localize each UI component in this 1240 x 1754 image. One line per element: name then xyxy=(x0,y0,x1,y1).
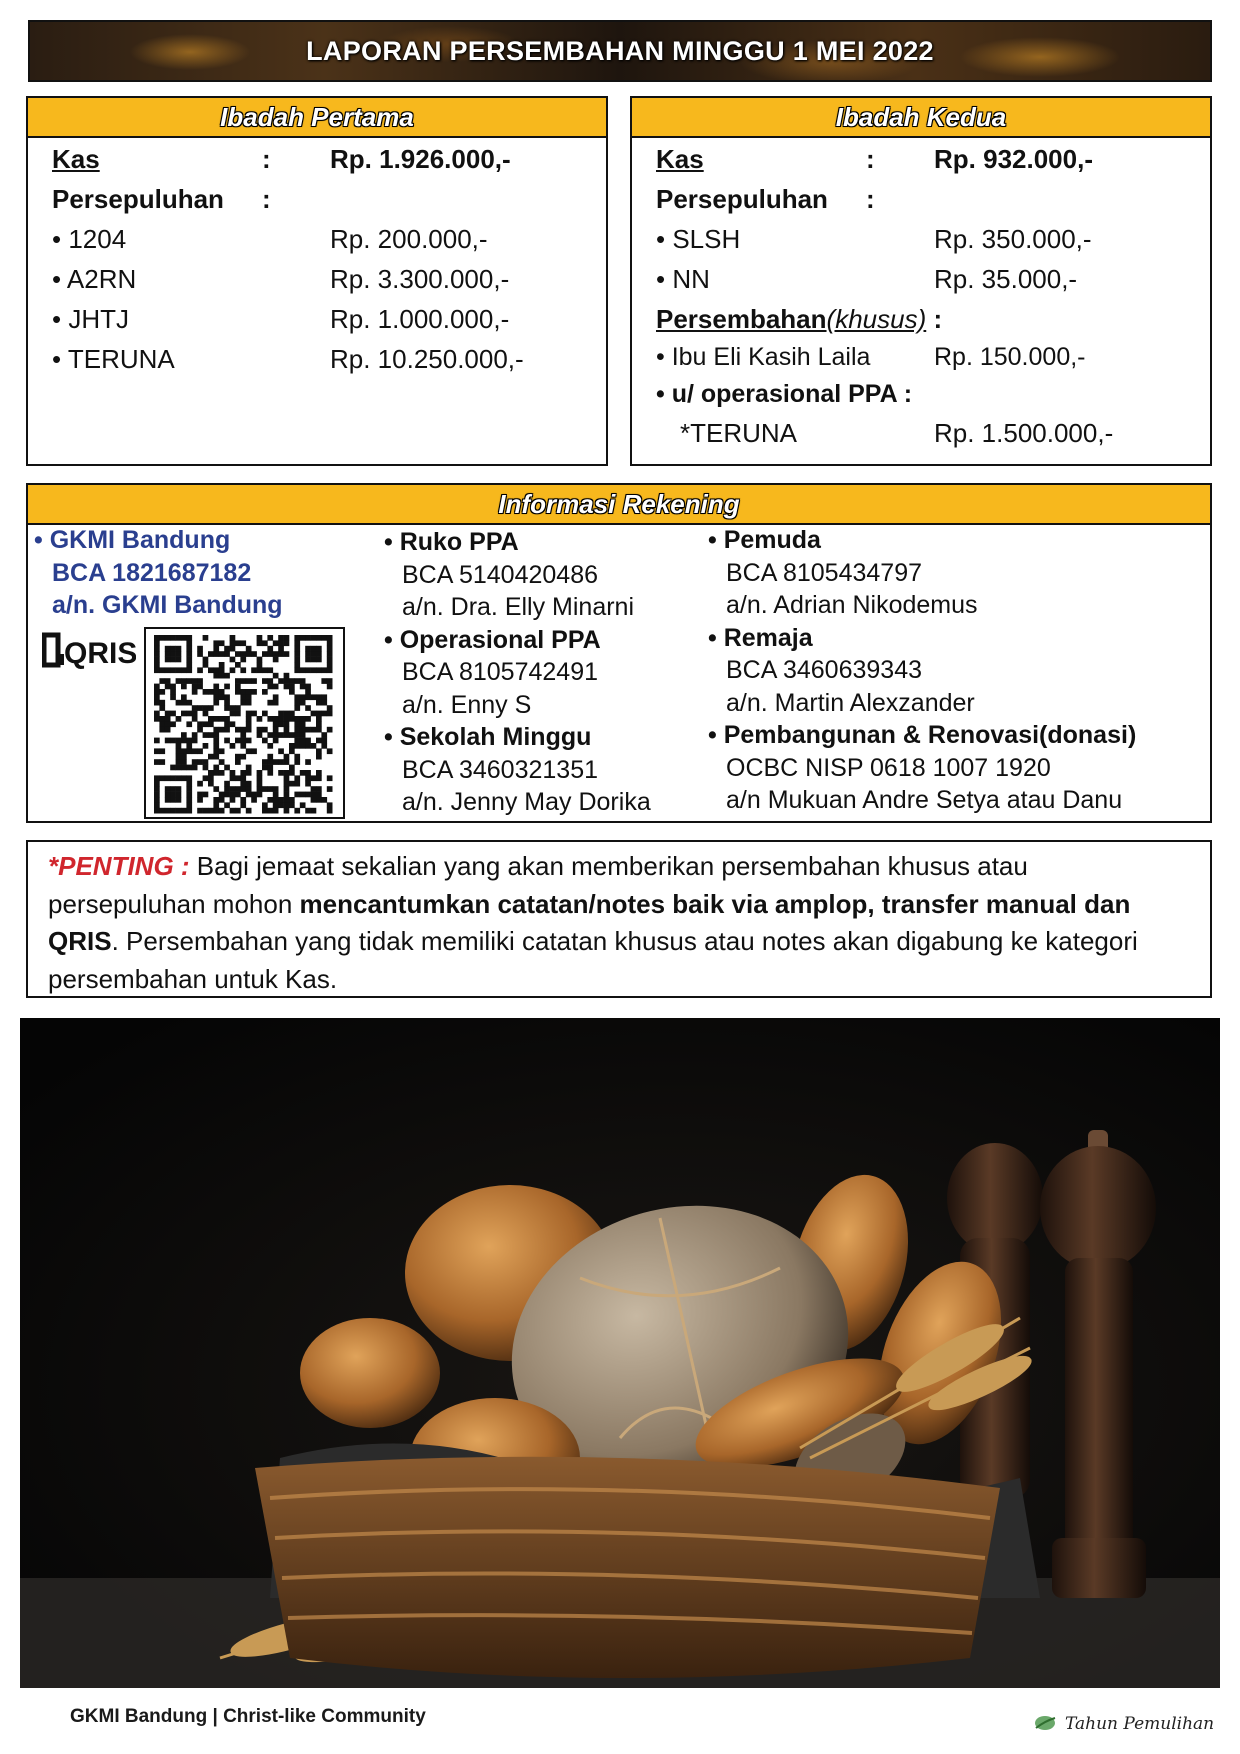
account-holder: a/n. Enny S xyxy=(402,690,532,719)
persepuluhan-label: Persepuluhan xyxy=(52,184,224,214)
account-number: BCA 3460321351 xyxy=(402,755,599,784)
account-column-2 xyxy=(384,526,651,819)
account-holder: a/n. Jenny May Dorika xyxy=(402,788,651,816)
persepuluhan-colon: : xyxy=(262,184,271,214)
persepuluhan-colon: : xyxy=(866,184,875,214)
account-name: • Operasional PPA xyxy=(384,625,601,654)
account-number: OCBC NISP 0618 1007 1920 xyxy=(726,753,1051,782)
rekening-title: Informasi Rekening xyxy=(28,485,1210,525)
notice-label: *PENTING : xyxy=(48,851,190,881)
list-item: • SLSH xyxy=(656,224,741,254)
list-item-amount: Rp. 200.000,- xyxy=(330,224,488,254)
list-item: • TERUNA xyxy=(52,344,175,374)
qris-logo-text: QRIS xyxy=(64,637,136,670)
ibadah-pertama-title: Ibadah Pertama xyxy=(28,98,606,138)
kas-value: Rp. 1.926.000,- xyxy=(330,144,511,174)
list-item-amount: Rp. 1.000.000,- xyxy=(330,304,510,334)
leaf-icon xyxy=(1032,1712,1058,1739)
list-item-amount: Rp. 350.000,- xyxy=(934,224,1092,254)
kas-colon: : xyxy=(866,144,875,174)
ibadah-kedua-panel xyxy=(630,96,1212,466)
list-item: • JHTJ xyxy=(52,304,129,334)
account-number: BCA 1821687182 xyxy=(52,558,252,587)
account-name: • GKMI Bandung xyxy=(34,526,231,554)
kas-label: Kas xyxy=(52,144,100,174)
ppa-label: • u/ operasional PPA : xyxy=(656,380,913,408)
account-name: • Sekolah Minggu xyxy=(384,723,592,751)
notice-box xyxy=(26,840,1212,998)
notice-text: Bagi jemaat sekalian yang akan memberikan persembahan khusus atau persepuluhan mohon xyxy=(48,851,1028,919)
account-name: • Pemuda xyxy=(708,526,821,554)
footer-theme: Tahun Pemulihan xyxy=(1065,1714,1215,1734)
list-item: • 1204 xyxy=(52,224,127,254)
page-title: LAPORAN PERSEMBAHAN MINGGU 1 MEI 2022 xyxy=(306,35,934,66)
account-number: BCA 5140420486 xyxy=(402,560,599,589)
kas-colon: : xyxy=(262,144,271,174)
list-item: *TERUNA xyxy=(680,418,798,448)
list-item-amount: Rp. 150.000,- xyxy=(934,343,1086,371)
list-item: • Ibu Eli Kasih Laila xyxy=(656,343,871,371)
persepuluhan-label: Persepuluhan xyxy=(656,184,828,214)
list-item: • NN xyxy=(656,264,710,294)
qris-logo xyxy=(42,630,136,670)
account-name: • Remaja xyxy=(708,623,813,652)
account-name: • Ruko PPA xyxy=(384,528,519,556)
list-item-amount: Rp. 1.500.000,- xyxy=(934,418,1114,448)
qr-code xyxy=(144,627,345,819)
list-item-amount: Rp. 10.250.000,- xyxy=(330,344,524,374)
account-holder: a/n. Martin Alexzander xyxy=(726,688,975,717)
bread-basket-photo xyxy=(20,1018,1220,1688)
account-number: BCA 8105742491 xyxy=(402,658,599,686)
account-holder: a/n Mukuan Andre Setya atau Danu xyxy=(726,786,1123,814)
list-item-amount: Rp. 35.000,- xyxy=(934,264,1078,294)
account-number: BCA 8105434797 xyxy=(726,558,923,587)
account-gkmi xyxy=(34,524,283,622)
account-holder: a/n. GKMI Bandung xyxy=(52,591,283,619)
kas-value: Rp. 932.000,- xyxy=(934,144,1093,174)
header-banner xyxy=(28,20,1212,82)
account-number: BCA 3460639343 xyxy=(726,656,923,684)
list-item-amount: Rp. 3.300.000,- xyxy=(330,264,510,294)
account-name: • Pembangunan & Renovasi(donasi) xyxy=(708,721,1137,749)
khusus-label: Persembahan(khusus) : xyxy=(656,304,943,334)
list-item: • A2RN xyxy=(52,264,137,294)
notice-bold-text: mencantumkan catatan/notes baik via amplop, transfer manual dan QRIS xyxy=(48,888,1131,956)
account-holder: a/n. Adrian Nikodemus xyxy=(726,591,978,619)
ibadah-kedua-title: Ibadah Kedua xyxy=(632,98,1210,138)
ibadah-pertama-panel xyxy=(26,96,608,466)
notice-text-end: . Persembahan yang tidak memiliki catatan khusus atau notes akan digabung ke kategori persembahan untuk Kas. xyxy=(48,926,1138,994)
kas-label: Kas xyxy=(656,144,704,174)
footer-church-name: GKMI Bandung | Christ-like Community xyxy=(70,1706,426,1727)
wicker-basket xyxy=(255,1457,1000,1678)
account-column-3 xyxy=(708,524,1136,817)
account-holder: a/n. Dra. Elly Minarni xyxy=(402,593,635,621)
